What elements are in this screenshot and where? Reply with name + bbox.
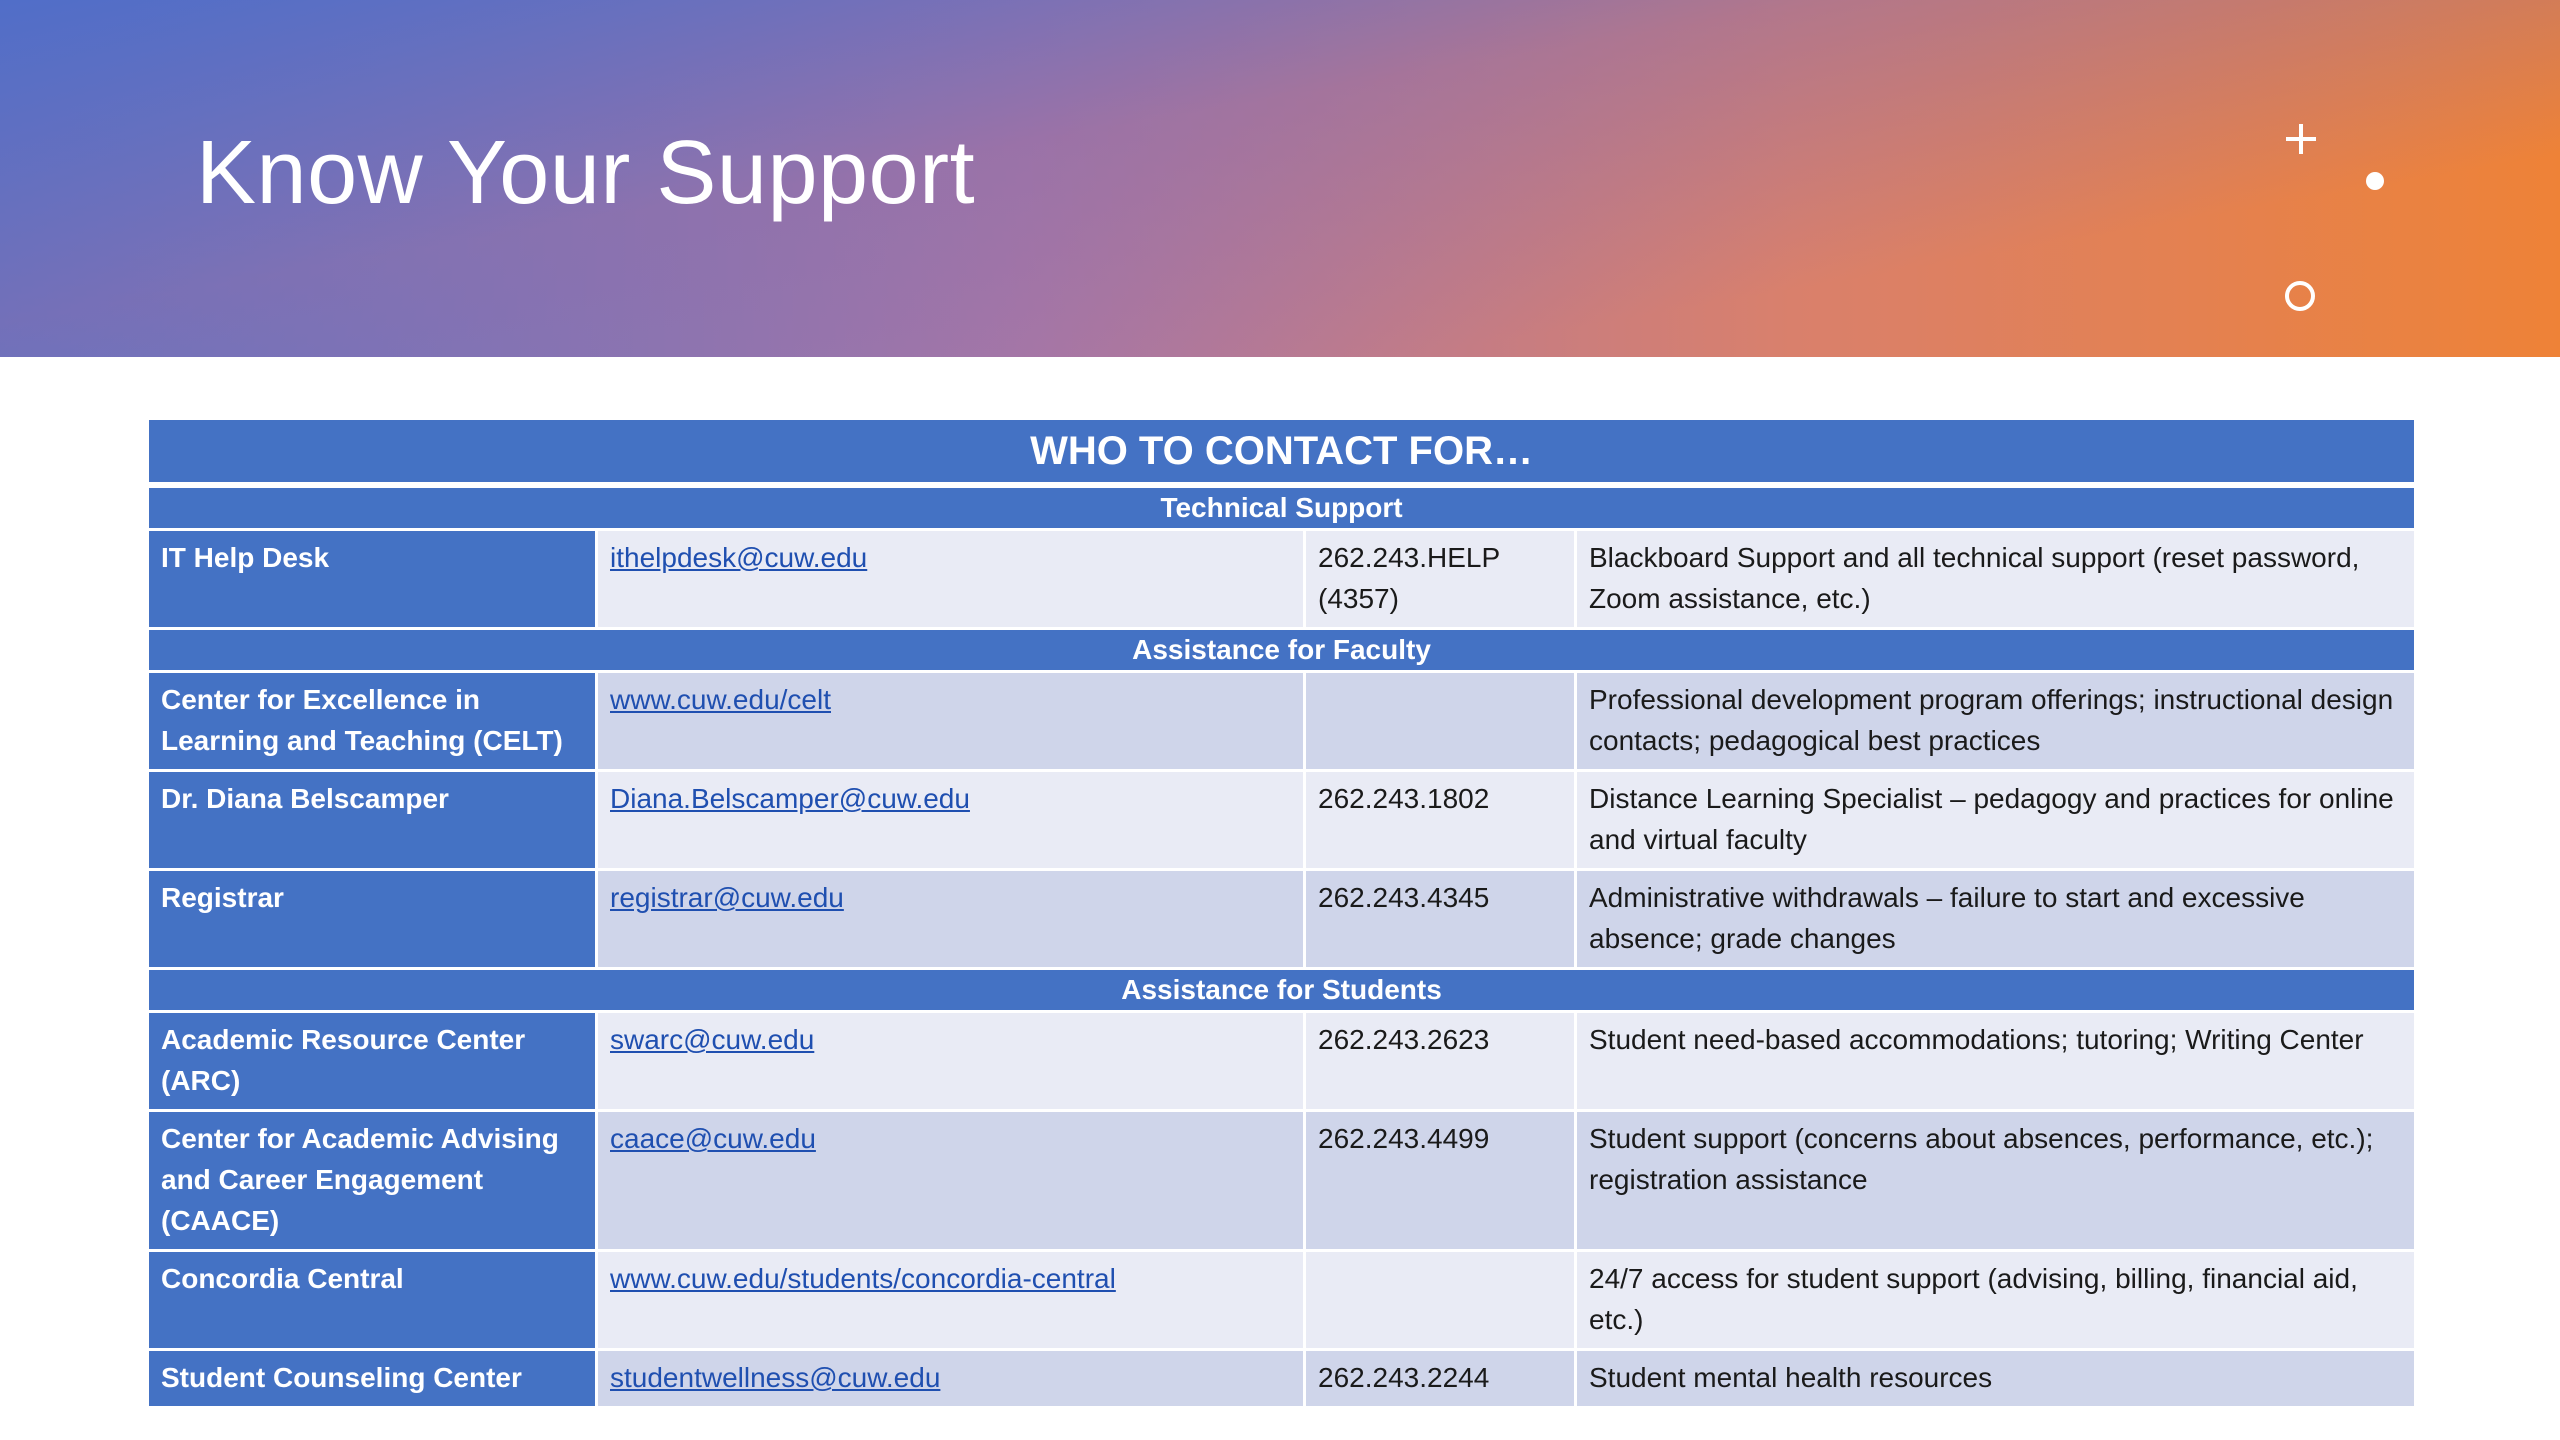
contact-link[interactable]: studentwellness@cuw.edu xyxy=(610,1362,941,1393)
table-row xyxy=(148,1111,2416,1251)
contact-link[interactable]: Diana.Belscamper@cuw.edu xyxy=(610,783,970,814)
ring-icon xyxy=(2285,281,2315,311)
contact-cell xyxy=(597,1111,1305,1251)
title-banner xyxy=(0,0,2560,357)
phone-number xyxy=(1305,672,1576,771)
contact-link[interactable]: www.cuw.edu/celt xyxy=(610,684,831,715)
plus-icon xyxy=(2286,124,2316,154)
description: Student support (concerns about absences, performance, etc.); registration assistance xyxy=(1576,1111,2416,1251)
description: Student need-based accommodations; tutoring; Writing Center xyxy=(1576,1012,2416,1111)
phone-number xyxy=(1305,1251,1576,1350)
contact-cell xyxy=(597,1251,1305,1350)
contact-cell xyxy=(597,870,1305,969)
description: 24/7 access for student support (advising, billing, financial aid, etc.) xyxy=(1576,1251,2416,1350)
contact-cell xyxy=(597,1350,1305,1408)
contact-cell xyxy=(597,1012,1305,1111)
contact-table xyxy=(146,417,2417,1409)
contact-name: Academic Resource Center (ARC) xyxy=(148,1012,597,1111)
table-row xyxy=(148,870,2416,969)
contact-name: Registrar xyxy=(148,870,597,969)
contact-link[interactable]: ithelpdesk@cuw.edu xyxy=(610,542,868,573)
contact-name: Concordia Central xyxy=(148,1251,597,1350)
table-row xyxy=(148,1251,2416,1350)
contact-link[interactable]: registrar@cuw.edu xyxy=(610,882,844,913)
contact-name: Student Counseling Center xyxy=(148,1350,597,1408)
phone-number: 262.243.4499 xyxy=(1305,1111,1576,1251)
section-row xyxy=(148,969,2416,1012)
dot-icon xyxy=(2366,172,2384,190)
section-title: Technical Support xyxy=(148,485,2416,530)
phone-number: 262.243.HELP (4357) xyxy=(1305,530,1576,629)
phone-number: 262.243.4345 xyxy=(1305,870,1576,969)
contact-link[interactable]: www.cuw.edu/students/concordia-central xyxy=(610,1263,1116,1294)
section-row xyxy=(148,485,2416,530)
table-row xyxy=(148,530,2416,629)
contact-link[interactable]: swarc@cuw.edu xyxy=(610,1024,815,1055)
contact-name: Center for Excellence in Learning and Teaching (CELT) xyxy=(148,672,597,771)
description: Blackboard Support and all technical support (reset password, Zoom assistance, etc.) xyxy=(1576,530,2416,629)
contact-cell xyxy=(597,771,1305,870)
description: Student mental health resources xyxy=(1576,1350,2416,1408)
table-body xyxy=(148,485,2416,1408)
section-title: Assistance for Faculty xyxy=(148,629,2416,672)
table-header: WHO TO CONTACT FOR… xyxy=(148,419,2416,486)
table-header-row xyxy=(148,419,2416,486)
table-row xyxy=(148,672,2416,771)
phone-number: 262.243.1802 xyxy=(1305,771,1576,870)
contact-cell xyxy=(597,530,1305,629)
description: Professional development program offerings; instructional design contacts; pedagogical best practices xyxy=(1576,672,2416,771)
contact-name: Dr. Diana Belscamper xyxy=(148,771,597,870)
contact-cell xyxy=(597,672,1305,771)
contact-name: IT Help Desk xyxy=(148,530,597,629)
section-row xyxy=(148,629,2416,672)
phone-number: 262.243.2623 xyxy=(1305,1012,1576,1111)
table-row xyxy=(148,1350,2416,1408)
description: Distance Learning Specialist – pedagogy and practices for online and virtual faculty xyxy=(1576,771,2416,870)
contact-name: Center for Academic Advising and Career Engagement (CAACE) xyxy=(148,1111,597,1251)
phone-number: 262.243.2244 xyxy=(1305,1350,1576,1408)
contact-table-wrapper xyxy=(146,417,2414,1409)
table-row xyxy=(148,771,2416,870)
section-title: Assistance for Students xyxy=(148,969,2416,1012)
table-row xyxy=(148,1012,2416,1111)
slide-title: Know Your Support xyxy=(196,123,976,223)
contact-link[interactable]: caace@cuw.edu xyxy=(610,1123,816,1154)
description: Administrative withdrawals – failure to start and excessive absence; grade changes xyxy=(1576,870,2416,969)
